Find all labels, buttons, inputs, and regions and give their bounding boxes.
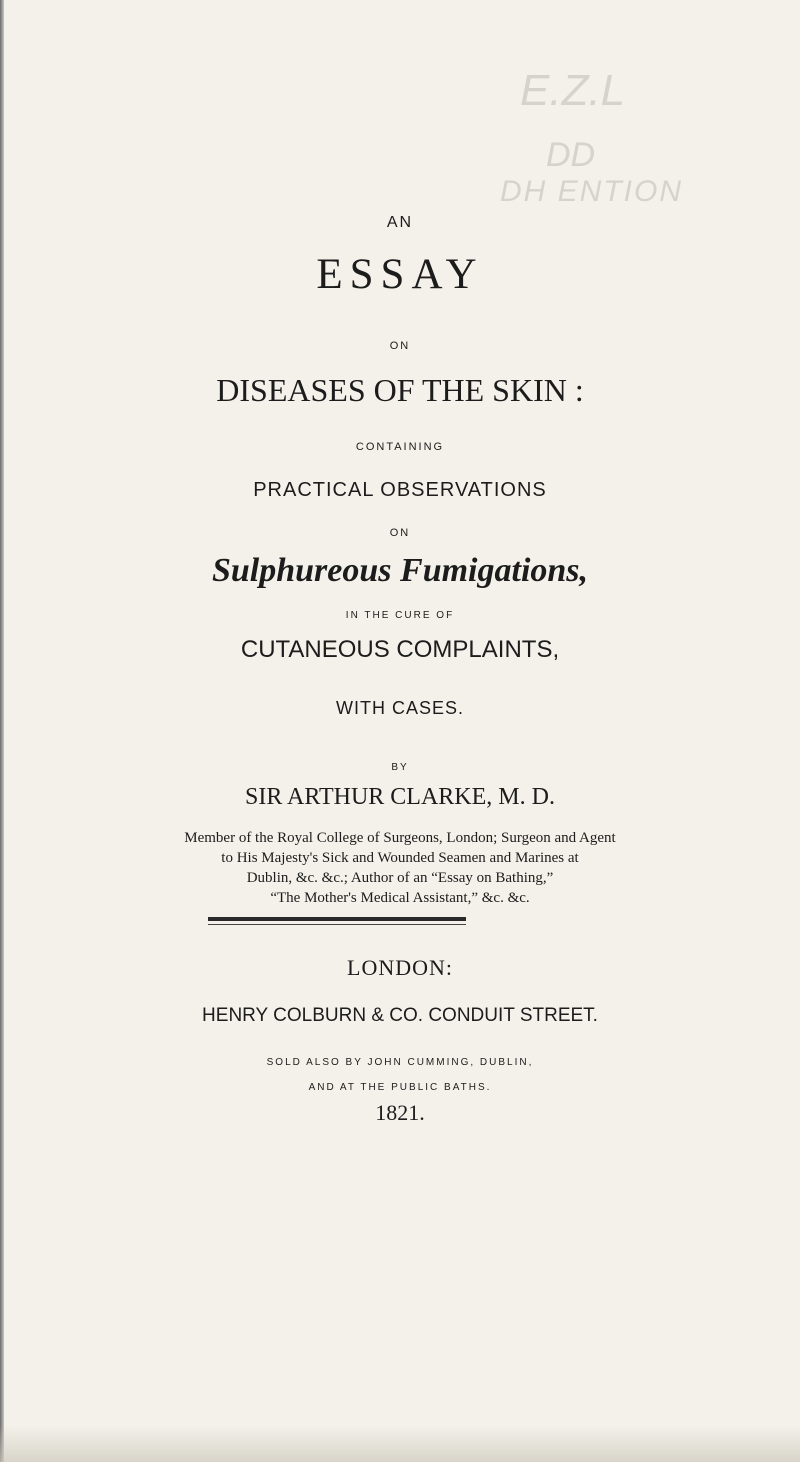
author-credentials [0, 828, 800, 908]
credentials-line: Member of the Royal College of Surgeons, London; Surgeon and Agent [184, 830, 616, 846]
bleed-through-stamp-3: DH ENTION [500, 175, 683, 208]
credentials-line: Dublin, &c. &c.; Author of an “Essay on Bathing,” [246, 870, 554, 886]
fumigations-heading: Sulphureous Fumigations, [211, 552, 589, 589]
divider-rule-thin [208, 924, 466, 925]
imprint-publisher: HENRY COLBURN & CO. CONDUIT STREET. [202, 1005, 598, 1026]
and-at-baths: AND AT THE PUBLIC BATHS. [308, 1082, 492, 1093]
title-on: ON [389, 340, 411, 352]
credentials-line: “The Mother's Medical Assistant,” &c. &c. [270, 890, 530, 906]
containing-label: CONTAINING [355, 441, 445, 453]
by-label: BY [391, 762, 409, 773]
with-cases: WITH CASES. [335, 698, 464, 718]
imprint-year: 1821. [375, 1100, 425, 1125]
sold-also: SOLD ALSO BY JOHN CUMMING, DUBLIN, [266, 1057, 534, 1068]
title-article: AN [386, 214, 414, 231]
bleed-through-stamp: E.Z.L [520, 66, 626, 115]
cutaneous-complaints: CUTANEOUS COMPLAINTS, [240, 636, 560, 663]
credentials-line: to His Majesty's Sick and Wounded Seamen and Marines at [221, 850, 579, 866]
page-bottom-stain [0, 1425, 800, 1462]
author-name: SIR ARTHUR CLARKE, M. D. [245, 784, 555, 810]
title-main: ESSAY [316, 251, 484, 298]
in-the-cure-of: IN THE CURE OF [345, 610, 455, 621]
title-subject: DISEASES OF THE SKIN : [216, 372, 584, 408]
divider-rule [208, 917, 466, 921]
bleed-through-stamp-2: DD [546, 136, 596, 174]
practical-observations: PRACTICAL OBSERVATIONS [253, 479, 547, 501]
title-on-2: ON [389, 527, 411, 539]
imprint-city: LONDON: [347, 955, 453, 980]
